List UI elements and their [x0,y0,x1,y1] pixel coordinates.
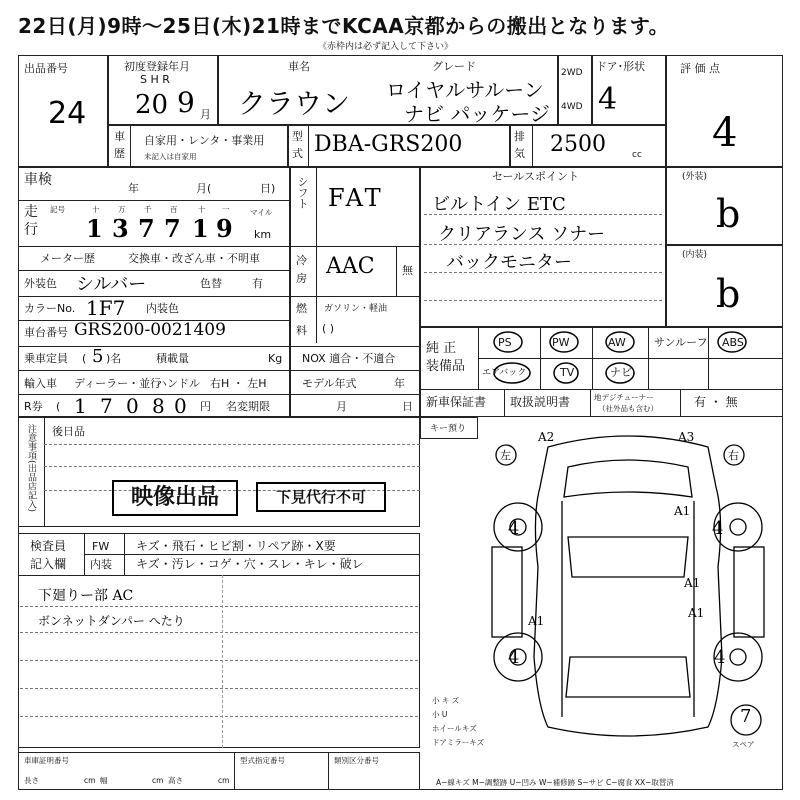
int-color-label: 内装色 [146,302,179,315]
score-label: 評 価 点 [680,62,720,75]
unit-3: 百 [170,205,178,214]
legend-1: 小 キ ズ [432,696,460,705]
diagram-right: 右 [728,449,739,462]
car-name-label: 車名 [288,60,310,73]
mark-a1-3: A1 [688,606,705,620]
inspector-label-2: 記入欄 [30,557,67,571]
price-digit-2: 0 [126,394,139,418]
meter-label: メーター歴 [40,252,95,265]
modelyear-unit: 年 [394,377,405,390]
mileage-digit-5: 9 [216,214,233,243]
sales-line-3: バックモニター [446,252,572,273]
model-value: DBA-GRS200 [314,132,463,157]
capacity-value: 5 [92,346,104,367]
import-side: 右H ・ 左H [210,377,267,390]
equip-aw: AW [608,336,626,349]
footer-legend: A−線キズ M−調整跡 U−凹み W−補修跡 S−サビ C−腐食 XX−取替済 [436,778,674,787]
ac-none: 無 [402,264,413,277]
unit-5: 一 [222,205,230,214]
int-value: b [716,272,741,316]
doc-digi-opts: 有 ・ 無 [694,395,738,409]
disp-label-bot: 気 [514,147,525,160]
score-value: 4 [712,110,738,156]
equip-abs: ABS [722,336,744,349]
ac-label-top: 冷 [296,254,307,267]
fuel-options: ガソリン・軽油 [324,304,388,314]
price-digit-4: 0 [174,394,187,418]
unit-0: 十 [92,205,100,214]
color-value: シルバー [76,274,147,295]
fw-label: FW [92,540,110,553]
disp-value: 2500 [550,132,606,157]
fuel-label-bot: 料 [296,324,307,337]
color-ari: 有 [252,277,263,290]
chassis-value: GRS200-0021409 [74,320,226,340]
shift-value: FAT [328,184,384,212]
door-value: 4 [598,82,618,117]
inspection-day: 日) [260,182,276,195]
price-digit-1: 7 [100,394,113,418]
import-label: 輸入車 [24,377,57,390]
doc-warranty: 新車保証書 [426,395,487,409]
page-subtitle: 《赤枠内は必ず記入して下さい》 [318,42,454,52]
equip-navi: ナビ [610,366,632,379]
sales-line-2: クリアランス ソナー [438,224,606,245]
lot-label: 出品番号 [24,62,68,75]
stamp-no-proxy: 下見代行不可 [256,482,386,512]
import-handle: ハンドル [156,377,200,390]
mileage-mile: マイル [250,208,273,217]
in-label: 内装 [90,558,112,571]
ext-label: (外装) [682,172,708,182]
chassis-label: 車台番号 [24,326,68,339]
mark-4-fr: 4 [712,518,724,539]
price-digit-0: 1 [74,394,87,418]
mark-4-fl: 4 [508,518,520,539]
doc-digi: 地デジチューナー [594,393,654,402]
equip-pw: PW [552,336,570,349]
colorno-label: カラーNo. [24,302,76,315]
expiry-day: 日 [402,400,413,413]
grade-label: グレード [432,60,476,73]
ac-label-bot: 房 [296,272,307,285]
disp-unit: cc [632,150,642,160]
unit-1: 万 [118,205,126,214]
price-digit-3: 8 [152,394,165,418]
mark-a3: A3 [678,430,695,444]
footer-wid-cm: cm [152,776,164,785]
model-label-bot: 式 [292,147,303,160]
reg-mark: 9 [177,86,195,119]
reg-month: 月 [200,108,211,121]
mark-a1-4: A1 [528,614,545,628]
stamp-video: 映像出品 [112,480,238,516]
lot-number: 24 [48,96,87,131]
nox-text: NOX 適合・不適合 [302,352,396,365]
inspector-label-1: 検査員 [30,539,67,553]
inspection-month: 月( [196,182,212,195]
notes-date-label: 後日品 [52,425,85,438]
equip-label-top: 純 正 [426,341,457,356]
int-label: (内装) [682,250,708,260]
footer-cert: 車庫証明番号 [24,756,69,765]
mileage-label-top: 走 [24,204,38,220]
equip-tv: TV [560,366,575,379]
page-title: 22日(月)9時～25日(木)21時までKCAA京都からの搬出となります。 [18,14,670,38]
inspection-year: 年 [128,182,139,195]
reg-year: 20 [135,90,169,120]
fuel-paren: ( ) [322,322,335,335]
expiry-label: 名変期限 [226,400,270,413]
reg-label: 初度登録年月 [124,60,190,73]
price-open: ( [56,400,61,413]
grade-line-1: ロイヤルサルーン [386,78,544,102]
modelyear-label: モデル年式 [302,377,357,390]
footer-len: 長さ [24,776,39,785]
reg-era: S H R [140,73,170,86]
capacity-unit: )名 [106,352,122,365]
equip-label-bot: 装備品 [426,359,466,374]
usage-note: 未記入は自家用 [144,152,197,161]
import-dealer: ディーラー・並行 [74,377,162,390]
equipment-circles [420,327,783,389]
load-unit: Kg [268,352,283,365]
usage-label-bot: 歴 [114,147,125,160]
equip-ps: PS [498,336,512,349]
model-label-top: 型 [292,130,303,143]
doc-digi-note: （社外品も含む） [598,404,658,413]
footer-cat: 類別区分番号 [334,756,379,765]
equip-sunroof: サンルーフ [654,336,708,349]
unit-4: 十 [198,205,206,214]
drive-2wd: 2WD [561,68,583,78]
sales-label: セールスポイント [492,170,580,183]
usage-text: 自家用・レンタ・事業用 [144,134,265,147]
inspector-note-2: ボンネットダンパー へたり [38,614,185,628]
capacity-label: 乗車定員 [24,352,68,365]
mileage-label-bot: 行 [24,222,38,238]
mark-4-rr: 4 [714,647,726,668]
mark-a2: A2 [538,430,555,444]
meter-options: 交換車・改ざん車・不明車 [128,252,260,265]
in-text: キズ・汚レ・コゲ・穴・スレ・キレ・破レ [136,557,364,571]
footer-hei-cm: cm [218,776,230,785]
car-name: クラウン [238,87,351,120]
legend-2: 小 U [432,710,448,719]
mark-a1-2: A1 [684,576,701,590]
mark-4-rl: 4 [508,647,520,668]
mileage-digit-1: 3 [112,214,129,243]
mileage-km: km [254,228,272,241]
inspection-label: 車検 [24,172,52,188]
spare-label: スペア [732,740,755,749]
drive-4wd: 4WD [561,102,583,112]
unit-2: 千 [144,205,152,214]
expiry-month: 月 [336,400,347,413]
diagram-left: 左 [500,449,511,462]
grade-line-2: ナビ パッケージ [404,102,550,126]
footer-wid: 幅 [100,776,108,785]
ac-value: AAC [326,254,375,279]
price-unit: 円 [200,400,211,413]
equip-airbag: エアバック [482,368,527,378]
ext-value: b [716,192,741,236]
footer-hei: 高さ [168,776,183,785]
legend-4: ドアミラーキズ [432,738,485,747]
usage-label-top: 車 [114,130,125,143]
mileage-digit-3: 7 [164,214,181,243]
legend-3: ホイールキズ [432,724,477,733]
fuel-label-top: 燃 [296,302,307,315]
mileage-rec: 記号 [50,205,65,214]
footer-len-cm: cm [84,776,96,785]
price-label: R券 [24,400,43,413]
load-label: 積載量 [156,352,189,365]
mark-a1-1: A1 [674,504,691,518]
mileage-digit-2: 7 [138,214,155,243]
mileage-digit-4: 1 [192,214,209,243]
capacity-open: ( [82,352,87,365]
footer-type: 型式指定番号 [240,756,285,765]
shift-label: シフト [296,176,309,209]
doc-manual: 取扱説明書 [510,395,571,409]
fw-text: キズ・飛石・ヒビ割・リペア跡・X要 [136,539,336,553]
notes-label: 注意事項(出品店記入) [26,424,36,513]
keys-label: キー預り [430,424,467,434]
door-label: ドア･形状 [596,60,646,73]
inspector-note-1: 下廻りー部 AC [38,588,134,604]
colorno-value: 1F7 [86,296,126,320]
disp-label-top: 排 [514,130,525,143]
sales-line-1: ビルトイン ETC [432,194,566,215]
mileage-digit-0: 1 [86,214,103,243]
spare-value: 7 [740,706,752,727]
drive-box [558,55,592,125]
color-label: 外装色 [24,277,57,290]
color-change: 色替 [200,277,222,290]
